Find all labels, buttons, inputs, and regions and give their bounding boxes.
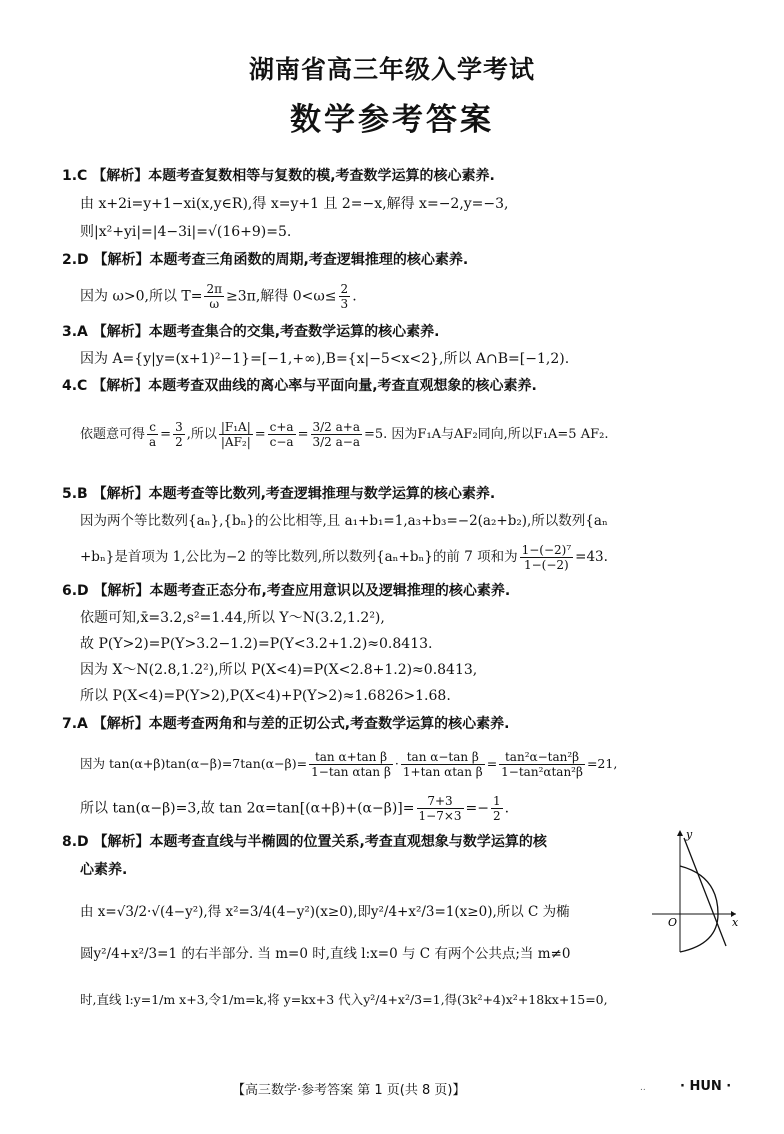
item-7-heading: 7.A 【解析】本题考查两角和与差的正切公式,考查数学运算的核心素养.	[62, 716, 510, 732]
item-4-fraction-vectors	[219, 420, 253, 449]
fraction-numerator: 3/2 a+a	[312, 420, 360, 434]
item-5-text-a: +bₙ}是首项为 1,公比为−2 的等比数列,所以数列{aₙ+bₙ}的前 7 项和为	[80, 549, 518, 565]
item-1-line-2: 则|x²+yi|=|4−3i|=√(16+9)=5.	[80, 224, 292, 240]
item-2-heading: 2.D 【解析】本题考查三角函数的周期,考查逻辑推理的核心素养.	[62, 252, 469, 268]
item-6-line-4: 所以 P(X<4)=P(Y>2),P(X<4)+P(Y>2)≈1.6826>1.68.	[80, 688, 451, 704]
item-4-heading: 4.C 【解析】本题考查双曲线的离心率与平面向量,考查直观想象的核心素养.	[62, 378, 537, 394]
fraction-denominator: 1+tan αtan β	[402, 765, 483, 779]
half-ellipse-figure	[648, 826, 740, 954]
item-7-text-b: ·	[394, 756, 399, 771]
item-7-text-a: 因为 tan(α+β)tan(α−β)=7tan(α−β)=	[80, 756, 308, 771]
item-7-fraction-c	[499, 750, 585, 779]
fraction-numerator: 2π	[206, 282, 223, 296]
item-8-heading-cont: 心素养.	[80, 862, 128, 878]
item-4-fraction-cac	[268, 420, 296, 449]
x-axis-label: x	[732, 916, 739, 929]
footer-code: · HUN ·	[680, 1079, 732, 1094]
item-5-fraction-sum	[520, 543, 574, 572]
item-6-heading: 6.D 【解析】本题考查正态分布,考查应用意识以及逻辑推理的核心素养.	[62, 583, 511, 599]
item-4-text-f: =5. 因为F₁A与AF₂同向,所以F₁A=5 AF₂.	[364, 427, 609, 442]
item-7-text-d: =21,	[586, 756, 618, 771]
page-title: 湖南省高三年级入学考试	[248, 55, 535, 84]
fraction-numerator: 1−(−2)⁷	[521, 543, 572, 557]
fraction-numerator: c+a	[269, 420, 294, 434]
item-4-line-1	[80, 420, 608, 449]
footer-mark: ..	[640, 1083, 646, 1093]
item-6-line-3: 因为 X～N(2.8,1.2²),所以 P(X<4)=P(X<2.8+1.2)≈0.8413,	[80, 662, 478, 678]
fraction-denominator: 1−7×3	[418, 809, 462, 823]
item-2-text-c: .	[352, 288, 357, 305]
item-8-heading: 8.D 【解析】本题考查直线与半椭圆的位置关系,考查直观想象与数学运算的核	[62, 834, 547, 850]
item-2-fraction-bound	[339, 282, 351, 311]
item-1-line-1: 由 x+2i=y+1−xi(x,y∈R),得 x=y+1 且 2=−x,解得 x=−2,y=−3,	[80, 196, 509, 212]
page-subtitle: 数学参考答案	[290, 102, 494, 138]
item-7-fraction-d	[417, 794, 464, 823]
fraction-denominator: 1−tan²αtan²β	[501, 765, 583, 779]
item-7-text-g: .	[504, 800, 510, 817]
y-axis-label: y	[686, 828, 693, 841]
item-5-text-b: =43.	[575, 549, 608, 565]
item-7-fraction-e	[491, 794, 503, 823]
item-7-line-1	[80, 750, 617, 779]
item-2-fraction-period	[204, 282, 224, 311]
item-2-line-1	[80, 282, 357, 311]
y-axis-arrow	[677, 830, 683, 836]
item-7-text-f: =−	[465, 800, 489, 817]
origin-label: O	[668, 916, 678, 929]
fraction-numerator: tan α+tan β	[309, 750, 393, 765]
item-4-text-c: ,所以	[186, 427, 217, 442]
item-7-fraction-b	[401, 750, 485, 779]
fraction-numerator: c	[147, 420, 158, 435]
item-4-fraction-ratio	[173, 420, 185, 449]
item-5-line-1: 因为两个等比数列{aₙ},{bₙ}的公比相等,且 a₁+b₁=1,a₃+b₃=−2(a₂+b₂),所以数列{aₙ	[80, 513, 608, 529]
item-2-text-a: 因为 ω>0,所以 T=	[80, 288, 203, 305]
item-8-line-1: 由 x=√3/2·√(4−y²),得 x²=3/4(4−y²)(x≥0),即y²/4+x²/3=1(x≥0),所以 C 为椭	[80, 904, 570, 920]
item-8-line-3: 时,直线 l:y=1/m x+3,令1/m=k,将 y=kx+3 代入y²/4+x²/3=1,得(3k²+4)x²+18kx+15=0,	[80, 992, 608, 1007]
fraction-numerator: |F₁A|	[220, 420, 251, 434]
fraction-denominator: c−a	[269, 435, 294, 449]
item-7-text-c: =	[486, 756, 498, 771]
item-7-fraction-a	[309, 750, 393, 779]
item-5-line-2	[80, 543, 608, 572]
fraction-denominator: 1−(−2)	[523, 558, 569, 572]
fraction-denominator: 2	[175, 435, 183, 449]
fraction-numerator: tan²α−tan²β	[499, 750, 585, 765]
fraction-numerator: 1	[492, 794, 501, 808]
fraction-denominator: |AF₂|	[220, 435, 251, 449]
item-4-fraction-value	[311, 420, 363, 449]
item-4-text-e: =	[297, 427, 309, 442]
fraction-numerator: 3	[175, 420, 183, 434]
fraction-denominator: 3	[340, 297, 349, 311]
fraction-denominator: 3/2 a−a	[312, 435, 360, 449]
item-7-text-e: 所以 tan(α−β)=3,故 tan 2α=tan[(α+β)+(α−β)]=	[80, 800, 415, 817]
line-l	[684, 838, 726, 946]
fraction-numerator: 7+3	[417, 794, 464, 809]
fraction-denominator: 2	[492, 809, 501, 823]
fraction-denominator: ω	[209, 297, 220, 311]
item-4-fraction-ca	[147, 420, 158, 449]
item-4-text-b: =	[160, 427, 172, 442]
item-3-heading: 3.A 【解析】本题考查集合的交集,考查数学运算的核心素养.	[62, 324, 440, 340]
fraction-denominator: a	[149, 435, 157, 449]
fraction-denominator: 1−tan αtan β	[311, 765, 391, 779]
item-6-line-2: 故 P(Y>2)=P(Y>3.2−1.2)=P(Y<3.2+1.2)≈0.8413.	[80, 636, 433, 652]
item-5-heading: 5.B 【解析】本题考查等比数列,考查逻辑推理与数学运算的核心素养.	[62, 486, 496, 502]
item-6-line-1: 依题可知,x̄=3.2,s²=1.44,所以 Y～N(3.2,1.2²),	[80, 610, 385, 626]
page-footer: 【高三数学·参考答案 第 1 页(共 8 页)】	[232, 1083, 466, 1098]
item-7-line-2	[80, 794, 509, 823]
item-4-text-d: =	[254, 427, 266, 442]
item-8-line-2: 圆y²/4+x²/3=1 的右半部分. 当 m=0 时,直线 l:x=0 与 C 有两个公共点;当 m≠0	[80, 946, 571, 962]
item-3-line-1: 因为 A={y|y=(x+1)²−1}=[−1,+∞),B={x|−5<x<2},所以 A∩B=[−1,2).	[80, 351, 570, 367]
item-1-heading: 1.C 【解析】本题考查复数相等与复数的模,考查数学运算的核心素养.	[62, 168, 495, 184]
item-4-text-a: 依题意可得	[80, 427, 146, 442]
fraction-numerator: 2	[340, 282, 349, 296]
fraction-numerator: tan α−tan β	[401, 750, 485, 765]
item-2-text-b: ≥3π,解得 0<ω≤	[226, 288, 337, 305]
